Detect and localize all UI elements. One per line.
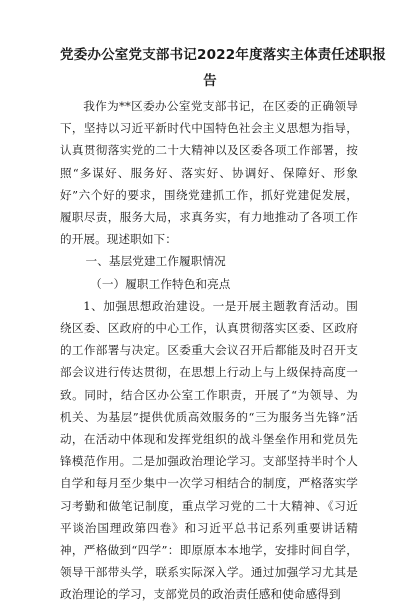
section-heading-1: 一、基层党建工作履职情况 [85, 254, 226, 269]
document-title [60, 42, 387, 94]
intro-paragraph: 我作为**区委办公室党支部书记，在区委的正确领导下，坚持以习近平新时代中国特色社会主义思想为指导，认真贯彻落实党的二十大精神以及区委各项工作部署，按照“多谋好、服务好、落实好、协调好、保障好、形象好”六个好的要求，围绕党建抓工作，抓好党建促发展，履职尽责，服务大局，求真务实，有力地推动了各项工作的开展。现述职如下： [60, 99, 358, 247]
subsection-heading-1: （一）履职工作特色和亮点 [90, 276, 231, 291]
title-line-1: 党委办公室党支部书记2022年度落实主体责任述职报 [60, 47, 387, 63]
document-body [60, 95, 358, 606]
title-line-2: 告 [203, 73, 217, 89]
body-paragraph-1: 1、加强思想政治建设。一是开展主题教育活动。围绕区委、区政府的中心工作，认真贯彻落实区委、区政府的工作部署与决定。区委重大会议召开后都能及时召开支部会议进行传达贯彻，在思想上行动上与上级保持高度一致。同时，结合区办公室工作职责，开展了“为领导、为机关、为基层”提供优质高效服务的“三为服务当先锋”活动，在活动中体现和发挥党组织的战斗堡垒作用和党员先锋模范作用。二是加强政治理论学习。支部坚持半时个人自学和每月至少集中一次学习相结合的制度，严格落实学习考勤和做笔记制度，重点学习党的二十大精神、《习近平谈治国理政第四卷》和习近平总书记系列重要讲话精神，严格做到“四学”：即原原本本地学，安排时间自学，领导干部带头学，联系实际深入学。通过加强学习尤其是政治理论的学习，支部党员的政治责任感和使命感得到 [60, 298, 358, 602]
